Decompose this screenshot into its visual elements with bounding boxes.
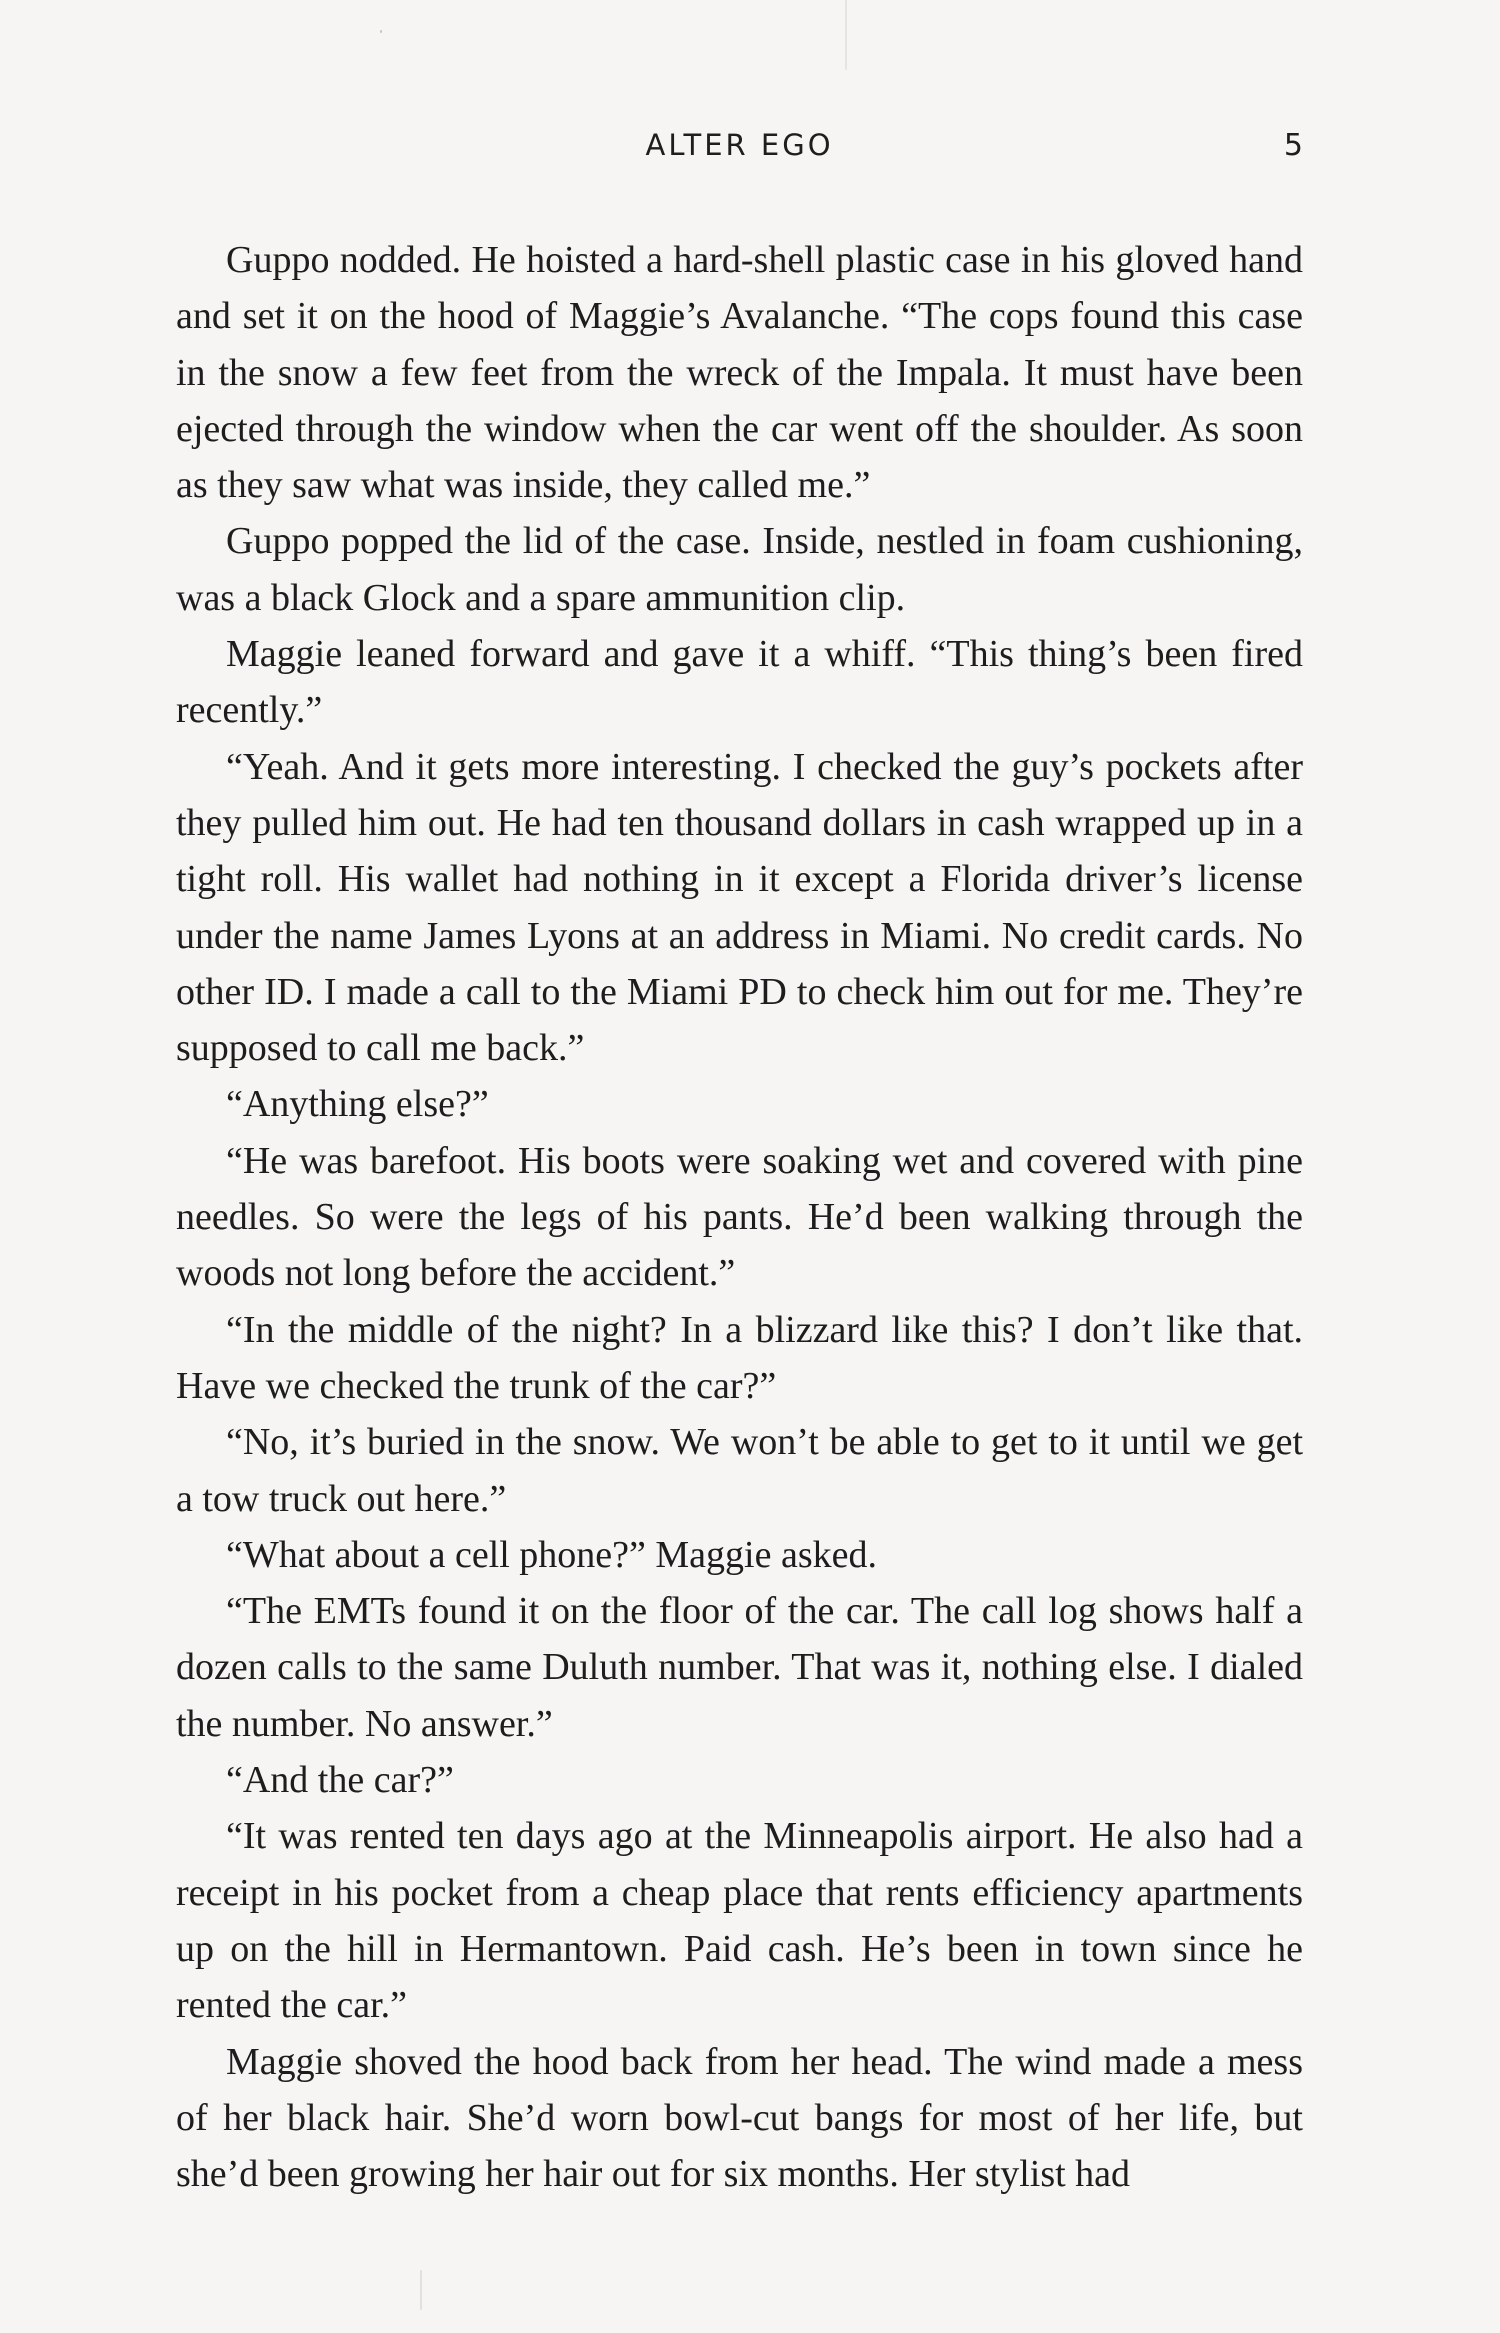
paragraph: “He was barefoot. His boots were soaking wet and covered with pine needles. So were the legs of his pants. He’d been walking through the woods not long before the accident.”: [176, 1139, 1303, 1295]
paragraph: “What about a cell phone?” Maggie asked.: [226, 1533, 877, 1576]
scan-speck: [845, 0, 847, 70]
paragraph: “And the car?”: [226, 1759, 454, 1802]
paragraph: Maggie shoved the hood back from her head. The wind made a mess of her black hair. She’d worn bowl-cut bangs for most of her life, but she’d been growing her hair out for six months. Her stylist had: [176, 2040, 1303, 2196]
running-head: ALTER EGO: [645, 128, 834, 162]
scan-speck: [420, 2270, 422, 2310]
scan-speck: [380, 30, 382, 33]
paragraph: “In the middle of the night? In a blizzard like this? I don’t like that. Have we checked the trunk of the car?”: [176, 1308, 1303, 1407]
body-text: [176, 232, 1303, 2202]
paragraph: “Yeah. And it gets more interesting. I checked the guy’s pockets after they pulled him out. He had ten thousand dollars in cash wrapped up in a tight roll. His wallet had nothing in it except a Florida driver’s license under the name James Lyons at an address in Miami. No credit cards. No other ID. I made a call to the Miami PD to check him out for me. They’re supposed to call me back.”: [176, 745, 1303, 1070]
paragraph: “Anything else?”: [226, 1083, 489, 1126]
paragraph: Guppo popped the lid of the case. Inside, nestled in foam cushioning, was a black Glock and a spare ammunition clip.: [176, 520, 1303, 619]
page-header: [176, 128, 1303, 178]
paragraph: Maggie leaned forward and gave it a whiff. “This thing’s been fired recently.”: [176, 633, 1303, 732]
paragraph: Guppo nodded. He hoisted a hard-shell plastic case in his gloved hand and set it on the hood of Maggie’s Avalanche. “The cops found this case in the snow a few feet from the wreck of the Impala. It must have been ejected through the window when the car went off the shoulder. As soon as they saw what was inside, they called me.”: [176, 239, 1303, 507]
paragraph: “The EMTs found it on the floor of the car. The call log shows half a dozen calls to the same Duluth number. That was it, nothing else. I dialed the number. No answer.”: [176, 1590, 1303, 1745]
paragraph: “No, it’s buried in the snow. We won’t be able to get to it until we get a tow truck out here.”: [176, 1421, 1303, 1520]
page-number: 5: [1283, 128, 1303, 163]
paragraph: “It was rented ten days ago at the Minneapolis airport. He also had a receipt in his pocket from a cheap place that rents efficiency apartments up on the hill in Hermantown. Paid cash. He’s been in town since he rented the car.”: [176, 1815, 1303, 2027]
